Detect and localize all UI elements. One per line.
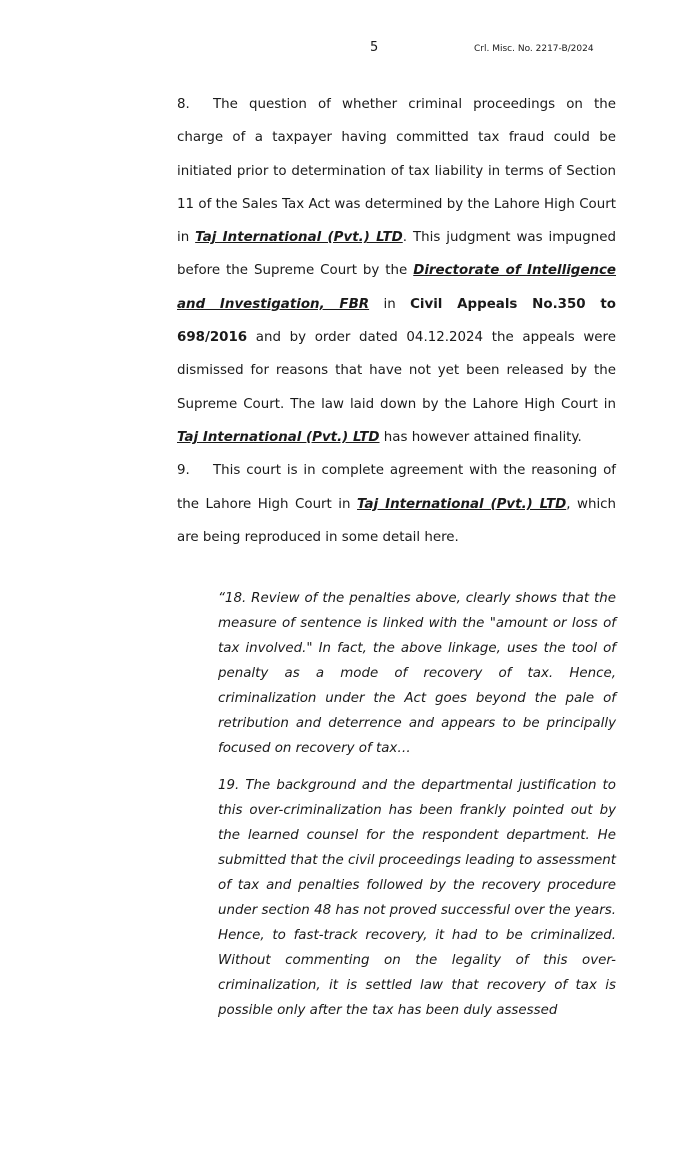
quoted-paragraph-18: “18. Review of the penalties above, clearly shows that the measure of sentence is linked with the "amount or loss of tax involved." In fact, the above linkage, uses the tool of penalty as a mode of recovery of tax. Hence, criminalization under the Act goes beyond the pale of retribution and deterrence and appears to be principally focused on recovery of tax… xyxy=(218,591,616,756)
appeal-reference: Civil Appeals No.350 to 698/2016 xyxy=(177,296,616,346)
paragraph-number: 8. xyxy=(177,97,190,112)
page-number: 5 xyxy=(370,40,379,55)
case-citation: Taj International (Pvt.) LTD xyxy=(195,230,403,246)
case-number: Crl. Misc. No. 2217-B/2024 xyxy=(474,44,594,54)
paragraph-text: This court is in complete agreement with the reasoning of the Lahore High Court in xyxy=(177,463,616,512)
case-citation: Taj International (Pvt.) LTD xyxy=(357,496,567,512)
paragraph-text: . This judgment was impugned before the Supreme Court by the xyxy=(177,230,616,279)
judgment-body xyxy=(177,88,616,554)
paragraph-text: in xyxy=(369,296,411,312)
paragraph-8 xyxy=(177,88,616,454)
quoted-paragraph-19: 19. The background and the departmental justification to this over-criminalization has been frankly pointed out by the learned counsel for the respondent department. He submitted that the civil proceedings leading to assessment of tax and penalties followed by the recovery procedure under section 48 has not proved successful over the years. Hence, to fast-track recovery, it had to be criminalized. Without commenting on the legality of this over-criminalization, it is settled law that recovery of tax is possible only after the tax has been duly assessed xyxy=(218,778,616,1018)
paragraph-text: The question of whether criminal proceedings on the charge of a taxpayer having committed tax fraud could be initiated prior to determination of tax liability in terms of Section 11 of the Sales Tax Act was determined by the Lahore High Court in xyxy=(177,97,616,246)
paragraph-text: and by order dated 04.12.2024 the appeals were dismissed for reasons that have not yet been released by the Supreme Court. The law laid down by the Lahore High Court in xyxy=(177,330,616,412)
paragraph-9 xyxy=(177,454,616,554)
party-citation: Directorate of Intelligence and Investigation, FBR xyxy=(177,263,617,312)
paragraph-text: has however attained finality. xyxy=(379,429,582,445)
case-citation: Taj International (Pvt.) LTD xyxy=(177,429,380,445)
paragraph-number: 9. xyxy=(177,463,190,479)
paragraph-text: , which are being reproduced in some detail here. xyxy=(177,496,617,545)
